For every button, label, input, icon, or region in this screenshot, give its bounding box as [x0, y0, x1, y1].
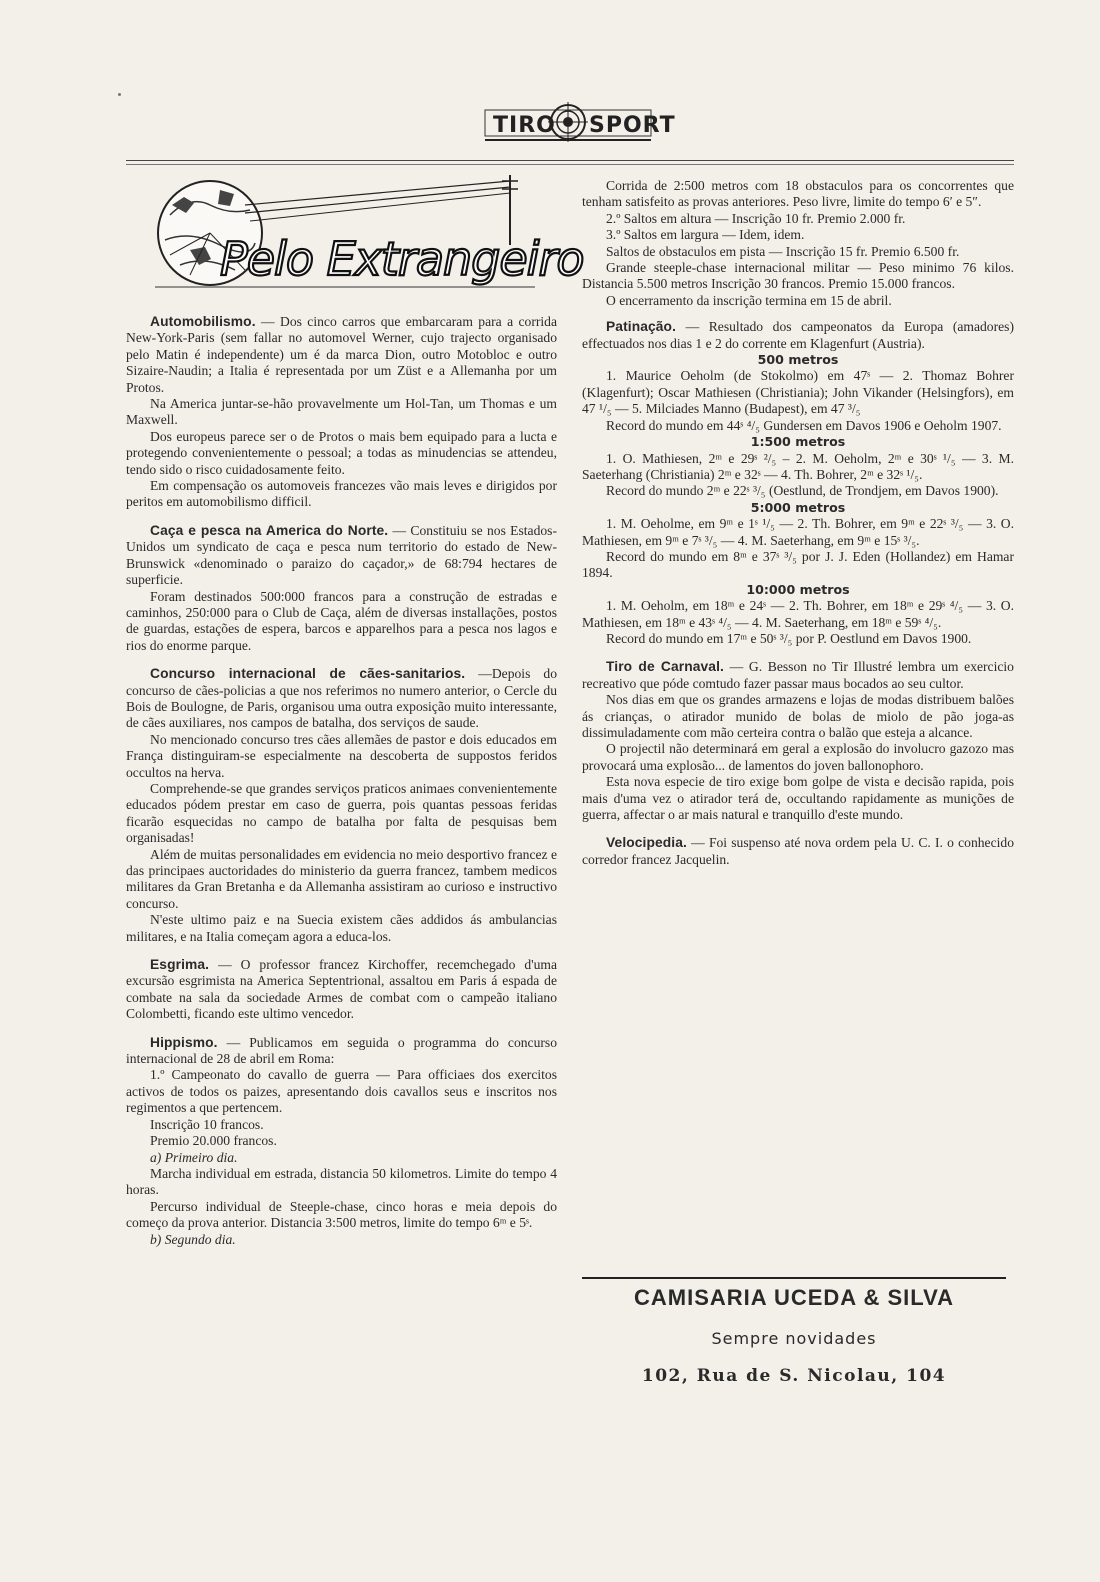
- paragraph: Percurso individual de Steeple-chase, cinco horas e meia depois do começo da prova anterior. Distancia 3:500 metros, limite do tempo 6ᵐ e 5ˢ.: [126, 1198, 557, 1231]
- advert-title: CAMISARIA UCEDA & SILVA: [634, 1285, 954, 1310]
- paragraph: O projectil não determinará em geral a explosão do involucro gazozo mas provocará uma explosão... de lamentos do joven ballonophoro.: [582, 741, 1014, 773]
- paragraph: Grande steeple-chase internacional militar — Peso minimo 76 kilos. Distancia 5.500 metros Inscrição 30 francos. Premio 15.000 francos.: [582, 260, 1014, 292]
- paragraph: O encerramento da inscrição termina em 15 de abril.: [606, 292, 892, 308]
- heading-automobilismo: Automobilismo.: [150, 314, 256, 329]
- section-esgrima: [126, 957, 557, 1023]
- paragraph: Nos dias em que os grandes armazens e lojas de modas distribuem balões ás crianças, o atirador munido de bolas de miolo de pão joga-as dissimuladamente com mão certeira contra o balão que esteja a alcance.: [582, 692, 1014, 740]
- heading-tiro-carnaval: Tiro de Carnaval.: [606, 659, 724, 675]
- heading-hippismo: Hippismo.: [150, 1034, 218, 1050]
- results-1500: 1. O. Mathiesen, 2ᵐ e 29ˢ ²/₅ – 2. M. Oeholm, 2ᵐ e 30ˢ ¹/₅ — 3. M. Saeterhang (Christiania) 2ᵐ e 32ˢ — 4. Th. Bohrer, 2ᵐ e 32ˢ ¹/₅.: [582, 450, 1014, 482]
- subheading-10000: 10:000 metros: [746, 581, 850, 597]
- subheading-5000: 5:000 metros: [750, 499, 846, 515]
- section-banner: [150, 175, 584, 300]
- paragraph: Premio 20.000 francos.: [150, 1133, 277, 1149]
- heading-concurso: Concurso internacional de cães-sanitarios.: [150, 666, 466, 682]
- paragraph: Comprehende-se que grandes serviços praticos animaes convenientemente educados pódem prestar em caso de guerra, pois quantas pessoas feridas ficarão esquecidas no campo de batalha por falta de pesquisas bem organisadas!: [126, 780, 557, 846]
- paragraph: Saltos de obstaculos em pista — Inscrição 15 fr. Premio 6.500 fr.: [606, 243, 960, 259]
- paragraph: Na America juntar-se-hão provavelmente um Hol-Tan, um Thomas e um Maxwell.: [126, 396, 557, 428]
- section-hippismo: [126, 1035, 557, 1248]
- paragraph: Dos europeus parece ser o de Protos o mais bem equipado para a lucta e protegendo convenientemente o pessoal; a todas as minudencias se attendeu, tendo sido o risco cuidadosamente feito.: [126, 428, 557, 477]
- svg-text:SPORT: SPORT: [589, 113, 676, 138]
- subheading-500: 500 metros: [757, 352, 839, 368]
- record-10000: Record do mundo em 17ᵐ e 50ˢ ³/₅ por P. Oestlund em Davos 1900.: [606, 630, 972, 646]
- paragraph: Além de muitas personalidades em evidencia no meio desportivo francez e das principaes auctoridades do ministerio da guerra francez, tambem medicos militares da Gran Bretanha e da Allemanha assistiram ao curioso e instructivo concurso.: [126, 846, 557, 911]
- banner-title: Pelo Extrangeiro: [220, 232, 584, 286]
- masthead-logo: [483, 100, 676, 146]
- svg-text:TIRO: TIRO: [493, 113, 556, 138]
- advert-address: 102, Rua de S. Nicolau, 104: [641, 1366, 947, 1386]
- paragraph: Em compensação os automoveis francezes vão mais leves e dirigidos por peritos em automobilismo difficil.: [126, 478, 557, 510]
- paragraph: — G. Besson no Tir Illustré lembra um exercicio recreativo que póde comtudo fazer passar maus bocados ao seu cultor.: [582, 659, 1014, 691]
- paragraph: Corrida de 2:500 metros com 18 obstaculos para os concorrentes que tenham satisfeito as provas anteriores. Peso livre, limite do tempo 6′ e 5″.: [582, 178, 1014, 210]
- results-10000: 1. M. Oeholm, em 18ᵐ e 24ˢ — 2. Th. Bohrer, em 18ᵐ e 29ˢ ⁴/₅ — 3. O. Mathiesen, em 18ᵐ e 43ˢ ⁴/₅ — 4. M. Saeterhang, em 18ᵐ e 59ˢ ⁴/₅.: [582, 598, 1014, 630]
- paragraph: N'este ultimo paiz e na Suecia existem cães addidos ás ambulancias militares, e na Italia começam agora a educa-los.: [126, 912, 557, 944]
- section-velocipedia: [582, 835, 1014, 868]
- record-500: Record do mundo em 44ˢ ⁴/₅ Gundersen em Davos 1906 e Oeholm 1907.: [606, 417, 1002, 433]
- print-speck: [118, 93, 121, 96]
- right-column: [582, 178, 1014, 868]
- advert-rule: [582, 1277, 1006, 1279]
- paragraph: 2.º Saltos em altura — Inscrição 10 fr. Premio 2.000 fr.: [606, 210, 906, 226]
- paragraph: Esta nova especie de tiro exige bom golpe de vista e decisão rapida, pois mais d'uma vez o atirador terá de, occultando rapidamente as munições de guerra, affectar o ar mais natural e tranquillo d'este mundo.: [582, 774, 1014, 823]
- section-concurso: [126, 666, 557, 945]
- record-1500: Record do mundo 2ᵐ e 22ˢ ³/₅ (Oestlund, de Trondjem, em Davos 1900).: [606, 483, 999, 499]
- paragraph: — Dos cinco carros que embarcaram para a corrida New-York-Paris (sem fallar no automovel Werner, cujo trajecto organisado pelo Matin é independente) um é da marca Dion, outro Motobloc e outro Sizaire-Naudin; a Italia é representada por um Züst e a Allemanha por um Protos.: [126, 314, 557, 395]
- section-automobilismo: [126, 314, 557, 511]
- heading-esgrima: Esgrima.: [150, 957, 210, 973]
- paragraph: No mencionado concurso tres cães allemães de pastor e dois educados em França distinguiram-se especialmente na descoberta de suppostos feridos occultos na herva.: [126, 731, 557, 780]
- results-5000: 1. M. Oeholme, em 9ᵐ e 1ˢ ¹/₅ — 2. Th. Bohrer, em 9ᵐ e 22ˢ ³/₅ — 3. O. Mathiesen, em 9ᵐ e 7ˢ ³/₅ — 4. M. Saeterhang, em 9ᵐ e 15ˢ ³/₅.: [582, 516, 1014, 548]
- paragraph: 3.º Saltos em largura — Idem, idem.: [606, 227, 805, 243]
- paragraph: — Foi suspenso até nova ordem pela U. C. I. o conhecido corredor francez Jacquelin.: [582, 835, 1014, 867]
- record-5000: Record do mundo em 8ᵐ e 37ˢ ³/₅ por J. J. Eden (Hollandez) em Hamar 1894.: [582, 548, 1014, 581]
- header-rule: [126, 160, 1014, 161]
- heading-velocipedia: Velocipedia.: [606, 835, 687, 851]
- paragraph: Inscrição 10 francos.: [150, 1116, 264, 1132]
- paragraph: Marcha individual em estrada, distancia 50 kilometros. Limite do tempo 4 horas.: [126, 1165, 557, 1198]
- subheading-1500: 1:500 metros: [750, 434, 846, 450]
- paragraph: — Publicamos em seguida o programma do concurso internacional de 28 de abril em Roma:: [126, 1034, 557, 1067]
- paragraph: Foram destinados 500:000 francos para a construção de estradas e caminhos, 250:000 para o Club de Caça, além de diversas installações, postos de guardas, estações de espera, barcos e apparelhos para a pesca nos lagos e rios do enorme parque.: [126, 588, 557, 653]
- heading-caca-pesca: Caça e pesca na America do Norte.: [150, 522, 389, 538]
- advert-subtitle: Sempre novidades: [711, 1329, 877, 1348]
- section-tiro-carnaval: [582, 659, 1014, 823]
- paragraph: b) Segundo dia.: [150, 1231, 236, 1247]
- section-caca-pesca: [126, 523, 557, 654]
- header-rule-thin: [126, 164, 1014, 165]
- paragraph: — Constituiu se nos Estados-Unidos um syndicato de caça e pesca num territorio do estado de New-Brunswick «denominado o paraizo do caçador,» de 68:794 hectares de superficie.: [126, 522, 557, 588]
- section-hippismo-continued: [582, 178, 1014, 309]
- paragraph: a) Primeiro dia.: [150, 1149, 238, 1165]
- section-patinacao: [582, 319, 1014, 647]
- paragraph: — Resultado dos campeonatos da Europa (amadores) effectuados nos dias 1 e 2 do corrente em Klagenfurt (Austria).: [582, 319, 1014, 351]
- results-500: 1. Maurice Oeholm (de Stokolmo) em 47ˢ — 2. Thomaz Bohrer (Klagenfurt); Oscar Mathiesen (Christiania); John Vikander (Helsingfors), em 47 ¹/₅ — 5. Milciades Manno (Budapest), em 47 ³/₅: [582, 368, 1014, 417]
- heading-patinacao: Patinação.: [606, 319, 677, 335]
- left-column: [126, 314, 557, 1248]
- paragraph: 1.º Campeonato do cavallo de guerra — Para officiaes dos exercitos activos de todos os paizes, apresentando dois cavallos seus e inscritos nos regimentos a que pertencem.: [126, 1067, 557, 1116]
- paragraph: — O professor francez Kirchoffer, recemchegado d'uma excursão esgrimista na America Septentrional, assaltou em Paris á espada de combate na sala da sociedade Armes de combat com o campeão italiano Colombetti, ficando este ultimo vencedor.: [126, 957, 558, 1022]
- paragraph: —Depois do concurso de cães-policias a que nos referimos no numero anterior, o Cercle du Bois de Boulogne, de Paris, organisou uma outra exposição muito interessante, de cães auxiliares, nos campos de batalha, dos serviços de saude.: [126, 666, 557, 731]
